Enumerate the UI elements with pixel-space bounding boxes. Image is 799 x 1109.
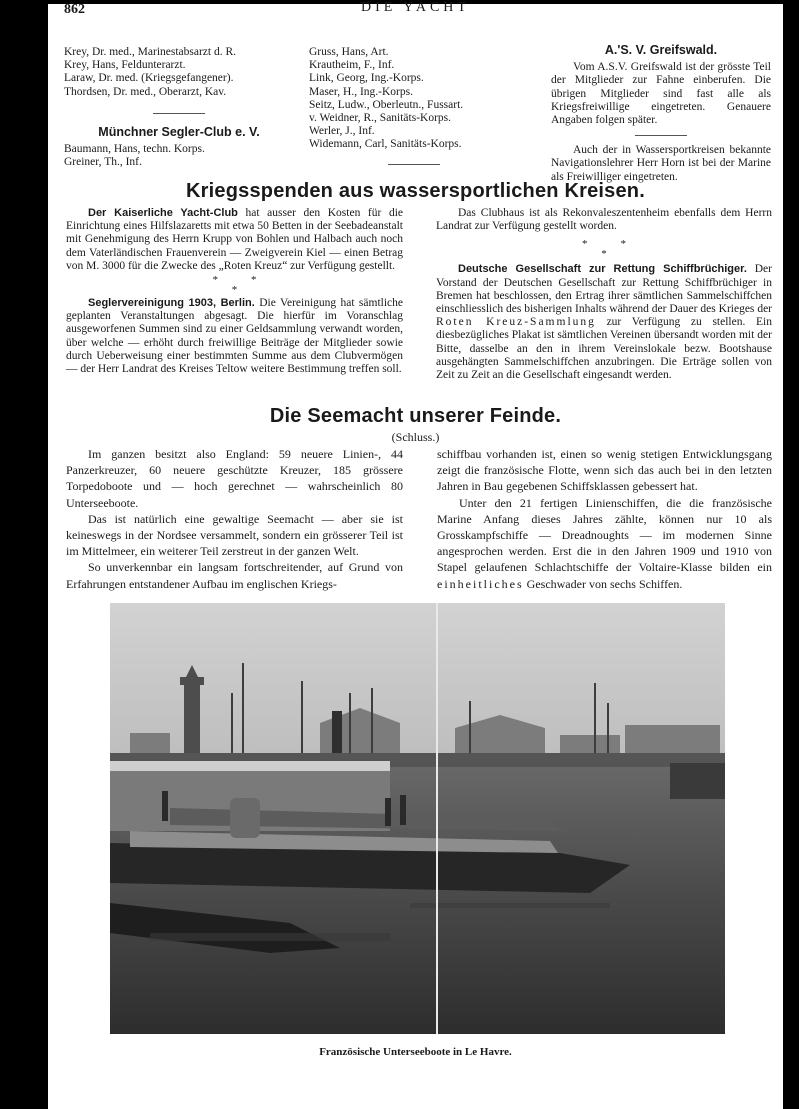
top-column-1 <box>64 46 294 169</box>
article-right-column <box>437 446 772 592</box>
member-entry: Greiner, Th., Inf. <box>64 156 142 169</box>
journal-title: DIE YACHT <box>361 0 470 15</box>
kyc-lead: Der Kaiserliche Yacht-Club <box>88 207 238 219</box>
page-number: 862 <box>64 2 85 17</box>
scan-edge-left <box>0 0 48 1109</box>
moored-vessel <box>670 763 725 799</box>
article-heading: Die Seemacht unserer Feinde. <box>269 405 562 427</box>
donations-left-column <box>66 207 403 376</box>
funnel <box>332 711 342 757</box>
dgzrs-paragraph <box>436 263 772 382</box>
horn-paragraph: Auch der in Wassersportkreisen bekannte Navigationslehrer Herr Horn ist bei der Marine als Freiwilliger eingetreten. <box>551 144 771 183</box>
article-paragraph <box>437 495 772 592</box>
article-text: Geschwader von sechs Schiffen. <box>523 576 683 591</box>
member-entry: Gruss, Hans, Art. <box>309 46 389 58</box>
clubhouse-paragraph: Das Clubhaus ist als Rekonvaleszentenheim ebenfalls dem Herrn Landrat zur Verfügung gestellt worden. <box>436 207 772 233</box>
member-entry: Krey, Hans, Feldunterarzt. <box>64 59 186 72</box>
photo-caption: Französische Unterseeboote in Le Havre. <box>319 1046 512 1058</box>
article-paragraph: Im ganzen besitzt also England: 59 neuere Linien-, 44 Panzerkreuzer, 60 neuere geschützte Kreuzer, 185 grössere Torpedoboote und — hoch gerechnet — wahrscheinlich 80 Unterseeboote. <box>66 447 403 510</box>
member-entry: Seitz, Ludw., Oberleutn., Fussart. <box>309 98 464 111</box>
sv-lead: Seglervereinigung 1903, Berlin. <box>88 297 255 310</box>
donations-heading: Kriegsspenden aus wassersportlichen Kreisen. <box>186 180 645 202</box>
greifswald-heading: A.'S. V. Greifswald. <box>604 43 718 57</box>
member-entry: Werler, J., Inf. <box>309 125 375 138</box>
dgzrs-text: zur Verfügung zu stellen. Ein diesbezügliches Plakat ist sämtlichen Vereinen übersandt worden mit der Bitte, dasselbe an den in ihrem Vereinslokale bezw. Bootshause ausgehängten Sammelschiffchen anzubringen. Die Erträge sollen von Zeit zu Zeit an die Gesellschaft eingesandt werden. <box>436 316 772 382</box>
greifswald-paragraph: Vom A.S.V. Greifswald ist der grösste Teil der Mitglieder zur Fahne einberufen. Die übrigen Mitglieder sind fast alle als Kriegsfreiwillige eingetreten. Genauere Angaben folgen später. <box>551 61 771 127</box>
member-entry: Widemann, Carl, Sanitäts-Korps. <box>309 138 462 151</box>
member-entry: Krautheim, F., Inf. <box>309 59 395 72</box>
member-entry: Thordsen, Dr. med., Oberarzt, Kav. <box>64 85 227 98</box>
sv-text: Die Vereinigung hat sämtliche geplanten Veranstaltungen abgesagt. Die hierfür im Voranschlag ausgeworfenen Summen sind zu einer Geldsammlung verwandt worden, über welche — erhöht durch freiwillige Beiträge der Mitglieder sowie durch Ueberweisung einer bestimmten Summe aus dem Clubvermögen — der Herr Landrat des Kreises Teltow weitere Bestimmung treffen soll. <box>66 297 403 376</box>
member-entry: Maser, H., Ing.-Korps. <box>309 85 413 98</box>
scan-edge-right <box>783 0 799 1109</box>
article-paragraph: So unverkennbar ein langsam fortschreitender, auf Grund von Erfahrungen entstandener Aufbau im englischen Kriegs- <box>66 560 403 591</box>
member-entry: Link, Georg, Ing.-Korps. <box>309 72 424 85</box>
member-entry: Krey, Dr. med., Marinestabsarzt d. R. <box>64 46 237 58</box>
member-entry: Laraw, Dr. med. (Kriegsgefangener). <box>64 72 234 85</box>
harbor-photograph <box>110 603 725 1034</box>
dgzrs-lead: Deutsche Gesellschaft zur Rettung Schiffbrüchiger. <box>458 263 747 276</box>
article-left-column <box>66 446 403 592</box>
kyc-text: hat ausser den Kosten für die Einrichtung eines Hilfslazaretts mit etwa 50 Betten in der Seebadeanstalt mit Genehmigung des Herrn Krupp von Bohlen und Halbach auch noch dem Vaterländischen Frauenverein — Zweigverein Kiel — einen Betrag von M. 3000 für die Zwecke des „Roten Kreuz“ zur Verfügung gestellt. <box>66 207 404 272</box>
seglervereinigung-paragraph <box>66 297 403 376</box>
article-paragraph: Das ist natürlich eine gewaltige Seemacht — aber sie ist keineswegs in der Nordsee versammelt, sondern ein grösserer Teil ist im Mittelmeer, ein weiterer Teil zerstreut in der ganzen Welt. <box>66 511 403 559</box>
dgzrs-text: Der Vorstand der Deutschen Gesellschaft zur Rettung Schiffbrüchiger in Bremen hat beschlossen, den Ertrag ihrer sämtlichen Sammelschiffchen einschliesslich des bisherigen Inhalts während der Dauer des Krieges der <box>436 263 772 316</box>
article-paragraph: schiffbau vorhanden ist, einen so wenig stetigen Entwicklungsgang zeigt die französische Flotte, wenn sich das auch bei in den letzten Jahren in Bau gegebenen Schiffsklassen gebessert hat. <box>437 447 772 494</box>
member-entry: v. Weidner, R., Sanitäts-Korps. <box>309 112 452 125</box>
divider <box>388 164 440 165</box>
donations-right-column <box>436 207 772 382</box>
running-head <box>60 2 771 22</box>
article-spaced-text: einheitliches <box>437 576 524 591</box>
section-stars: * * * <box>212 274 257 297</box>
article-text: Unter den 21 fertigen Linienschiffen, die die französische Marine Anfang dieses Jahres zählte, können nur 10 als Grosskampfschiffe — Dreadnoughts — im modernen Sinne angesprochen werden. Erst die in den Jahren 1909 und 1910 von Stapel gelaufenen Schlachtschiffe der Voltaire-Klasse bilden ein <box>437 495 772 575</box>
shed-roof <box>110 761 390 771</box>
article-subtitle: (Schluss.) <box>391 430 440 444</box>
member-entry: Baumann, Hans, techn. Korps. <box>64 143 205 156</box>
top-column-2 <box>309 46 519 174</box>
dgzrs-spaced-text: Roten Kreuz-Sammlung <box>436 316 596 329</box>
photo-illustration <box>110 603 725 1034</box>
munich-club-heading: Münchner Segler-Club e. V. <box>98 124 260 139</box>
section-stars: * * * <box>582 238 626 261</box>
kyc-paragraph <box>66 207 403 273</box>
divider <box>635 135 687 136</box>
top-column-3 <box>551 44 771 184</box>
divider <box>153 113 205 114</box>
